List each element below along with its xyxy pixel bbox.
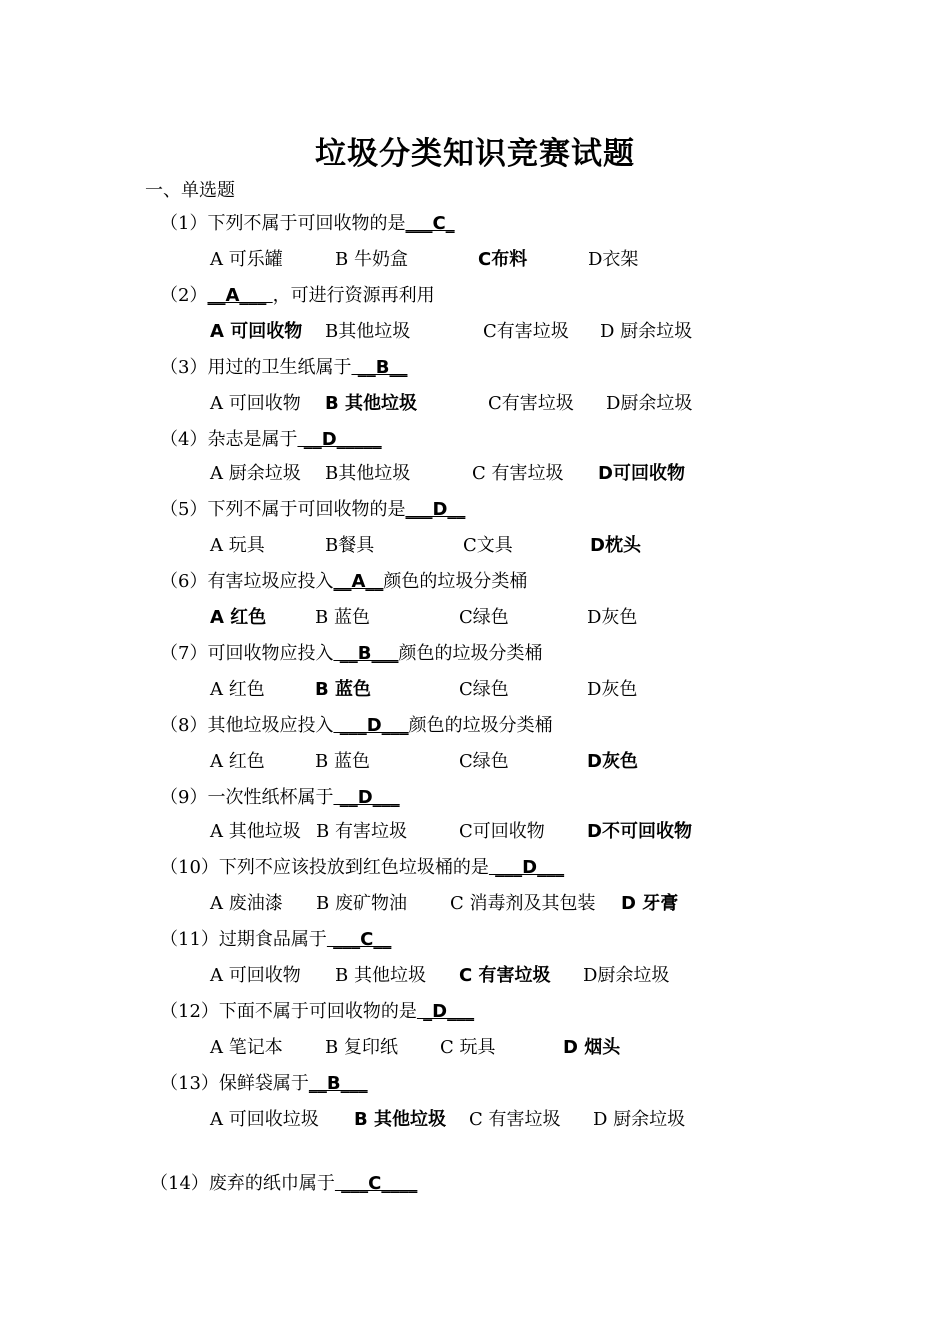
option-b: B 蓝色 <box>315 751 370 772</box>
document-title: 垃圾分类知识竞赛试题 <box>315 136 635 172</box>
correct-option-d: D 牙膏 <box>621 893 679 914</box>
option-d: D灰色 <box>587 679 638 700</box>
correct-option-b: B 其他垃圾 <box>325 393 417 414</box>
option-c: C 有害垃圾 <box>472 463 564 484</box>
option-a: A 红色 <box>210 751 265 772</box>
question-9 <box>160 786 400 810</box>
correct-option-d: D不可回收物 <box>587 821 692 842</box>
option-a: A 玩具 <box>210 535 265 556</box>
option-c: C有害垃圾 <box>488 393 574 414</box>
option-b: B其他垃圾 <box>325 321 411 342</box>
question-text-tail: ，可进行资源再利用 <box>272 285 435 306</box>
correct-option-c: C 有害垃圾 <box>459 965 551 986</box>
question-text: （12）下面不属于可回收物的是 <box>160 1001 417 1022</box>
question-text: （7）可回收物应投入 <box>160 643 334 664</box>
question-text: （3）用过的卫生纸属于 <box>160 357 352 378</box>
option-b: B 废矿物油 <box>316 893 407 914</box>
answer-blank: __A___ <box>207 285 273 306</box>
question-text: （8）其他垃圾应投入 <box>160 715 334 736</box>
option-c: C 消毒剂及其包装 <box>450 893 596 914</box>
option-d: D 厨余垃圾 <box>600 321 693 342</box>
correct-option-a: A 红色 <box>210 607 267 628</box>
answer-blank: __B___ <box>333 643 399 664</box>
option-a: A 可回收物 <box>210 393 301 414</box>
option-d: D厨余垃圾 <box>606 393 693 414</box>
question-text-tail: 颜色的垃圾分类桶 <box>408 715 553 736</box>
option-b: B 蓝色 <box>315 607 370 628</box>
answer-blank: ___D__ <box>405 499 466 520</box>
answer-blank: __D_____ <box>297 429 382 450</box>
answer-blank: ___D___ <box>488 857 565 878</box>
question-2 <box>160 284 435 308</box>
question-6 <box>160 570 527 594</box>
option-b: B其他垃圾 <box>325 463 411 484</box>
option-a: A 废油漆 <box>210 893 283 914</box>
option-b: B 复印纸 <box>325 1037 398 1058</box>
option-b: B 其他垃圾 <box>335 965 426 986</box>
option-b: B 牛奶盒 <box>335 249 408 270</box>
option-c: C可回收物 <box>459 821 545 842</box>
question-text: （1）下列不属于可回收物的是 <box>160 213 406 234</box>
correct-option-d: D灰色 <box>587 751 638 772</box>
option-d: D厨余垃圾 <box>583 965 670 986</box>
question-text: （4）杂志是属于 <box>160 429 298 450</box>
option-b: B 有害垃圾 <box>316 821 407 842</box>
correct-option-b: B 蓝色 <box>315 679 371 700</box>
correct-option-d: D 烟头 <box>563 1037 621 1058</box>
option-a: A 红色 <box>210 679 265 700</box>
correct-option-c: C布料 <box>478 249 528 270</box>
question-text-tail: 颜色的垃圾分类桶 <box>383 571 528 592</box>
option-d: D 厨余垃圾 <box>593 1109 686 1130</box>
option-a: A 厨余垃圾 <box>210 463 301 484</box>
answer-blank: ___C__ <box>326 929 392 950</box>
question-14 <box>150 1172 417 1196</box>
section-heading: 一、单选题 <box>145 180 235 201</box>
option-a: A 其他垃圾 <box>210 821 301 842</box>
option-c: C绿色 <box>459 679 509 700</box>
option-a: A 可乐罐 <box>210 249 283 270</box>
option-d: D灰色 <box>587 607 638 628</box>
option-a: A 可回收物 <box>210 965 301 986</box>
correct-option-d: D可回收物 <box>598 463 685 484</box>
question-12 <box>160 1000 474 1024</box>
question-11 <box>160 928 391 952</box>
answer-blank: ___D___ <box>333 715 409 736</box>
question-text: （13）保鲜袋属于 <box>160 1073 309 1094</box>
question-1 <box>160 212 455 236</box>
answer-blank: ___C_ <box>405 213 455 234</box>
question-3 <box>160 356 407 380</box>
question-8 <box>160 714 553 738</box>
option-a: A 笔记本 <box>210 1037 283 1058</box>
option-c: C 有害垃圾 <box>469 1109 561 1130</box>
question-4 <box>160 428 382 452</box>
correct-option-b: B 其他垃圾 <box>354 1109 446 1130</box>
answer-blank: _D___ <box>416 1001 475 1022</box>
answer-blank: __D___ <box>333 787 400 808</box>
correct-option-d: D枕头 <box>590 535 641 556</box>
answer-blank: __B__ <box>351 357 408 378</box>
question-10 <box>160 856 564 880</box>
option-d: D衣架 <box>588 249 639 270</box>
question-text: （10）下列不应该投放到红色垃圾桶的是 <box>160 857 489 878</box>
question-13 <box>160 1072 368 1096</box>
question-text: （9）一次性纸杯属于 <box>160 787 334 808</box>
option-c: C 玩具 <box>440 1037 496 1058</box>
option-c: C文具 <box>463 535 513 556</box>
question-text: （2） <box>160 285 208 306</box>
question-5 <box>160 498 465 522</box>
option-b: B餐具 <box>325 535 375 556</box>
answer-blank: ___C____ <box>334 1173 418 1194</box>
option-c: C绿色 <box>459 607 509 628</box>
question-text: （5）下列不属于可回收物的是 <box>160 499 406 520</box>
option-c: C有害垃圾 <box>483 321 569 342</box>
question-text: （14）废弃的纸巾属于 <box>150 1173 335 1194</box>
answer-blank: __B___ <box>308 1073 368 1094</box>
question-text: （6）有害垃圾应投入 <box>160 571 334 592</box>
option-a: A 可回收垃圾 <box>210 1109 319 1130</box>
option-c: C绿色 <box>459 751 509 772</box>
correct-option-a: A 可回收物 <box>210 321 303 342</box>
question-7 <box>160 642 542 666</box>
question-text: （11）过期食品属于 <box>160 929 327 950</box>
answer-blank: __A__ <box>333 571 384 592</box>
question-text-tail: 颜色的垃圾分类桶 <box>398 643 543 664</box>
